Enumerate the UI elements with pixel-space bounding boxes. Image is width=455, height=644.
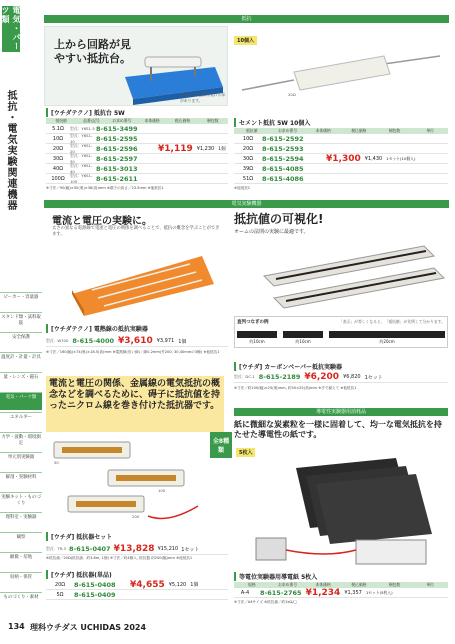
col-header: 単位 xyxy=(426,582,434,587)
nav-item[interactable]: 単元別実験器 xyxy=(0,452,42,461)
table-row: 10Ω 型式：Y6S1-10 8-615-2595 xyxy=(46,134,228,144)
col-header: 抵抗値 xyxy=(246,128,258,133)
nav-item[interactable]: 観察 xyxy=(0,532,42,541)
headline-carbon: 抵抗値の可視化! xyxy=(234,212,324,226)
col-header: 税込価格 xyxy=(174,118,191,123)
conductive-paper-illustration xyxy=(236,458,446,568)
page-number: 134 xyxy=(8,622,25,631)
headline-wire: 電流と電圧の実験に。 xyxy=(52,216,152,227)
nav-item[interactable]: スタンド類・試料取扱 xyxy=(0,312,42,326)
sidebar-category-tab: 電気・パーツ類 xyxy=(1,6,21,51)
price: ¥1,119 xyxy=(158,143,193,154)
nav-item[interactable]: 量・レンズ・磁石 xyxy=(0,372,42,381)
price: ¥4,655 xyxy=(130,579,165,590)
cement-table xyxy=(234,134,448,184)
nav-item[interactable]: 顕微・培地 xyxy=(0,552,42,561)
table-row: 39Ω 8-615-4085 xyxy=(234,164,448,174)
col-header: 税込価格 xyxy=(351,128,367,133)
carbon-note: ※寸法／約100(幅)×25(奥)mm, 約50×25(高)mm ※手で揃えて ※他抵抗1 xyxy=(234,386,357,390)
product-label-set: [ウチダ] 抵抗器セット xyxy=(46,532,228,541)
headline-nichrome: 電流と電圧の関係、金属線の電気抵抗の概念などを調べるために、碍子に抵抗値を持ったニクロム線を巻き付けた抵抗器です。 xyxy=(46,376,224,432)
headline-conductive: 紙に微細な炭素粒を一様に固着して、均一な電気抵抗を持たせた導電性の紙です。 xyxy=(234,420,442,439)
table-row: 100Ω 型式：Y6S1-100 8-615-2611 xyxy=(46,174,228,184)
nav-item[interactable]: エネルギー xyxy=(0,412,42,421)
conductive-row: A-4 8-615-2765 ¥1,234 ¥1,357 1セット(5枚入) xyxy=(234,588,448,598)
table-row: 20Ω 8-615-2593 xyxy=(234,144,448,154)
carbon-strip xyxy=(283,331,323,338)
table-row: 30Ω 型式：Y6S1-30 8-615-2597 xyxy=(46,154,228,164)
col-header: 税込価格 xyxy=(351,582,367,587)
col-header: 規格 xyxy=(248,582,256,587)
nav-item[interactable]: 実験キット・ものづくり xyxy=(0,492,42,506)
product-photo-cement xyxy=(234,46,448,104)
holder-table xyxy=(46,124,228,184)
col-header: お求め番号 xyxy=(278,128,297,133)
nav-item[interactable]: 安全保護 xyxy=(0,332,42,341)
col-header: お求め番号 xyxy=(112,118,132,123)
price: ¥1,300 xyxy=(326,153,361,164)
product-photo-conductive xyxy=(236,458,446,568)
table-row: 40Ω 型式：Y6S1-40 8-615-3013 xyxy=(46,164,228,174)
table-row: 20Ω 型式：Y6S1-20 8-615-2596 ¥1,119 ¥1,230 1個 xyxy=(46,144,228,154)
nav-item[interactable]: ものづくり・素材 xyxy=(0,592,42,601)
table-row: 20Ω 8-615-0408 ¥4,655 ¥5,120 1個 xyxy=(46,580,228,590)
table-row: 51Ω 8-615-4086 xyxy=(234,174,448,184)
col-header: 品番/記号 xyxy=(83,118,100,123)
col-header: 本体価格 xyxy=(144,118,160,123)
product-label-single: [ウチダ] 抵抗器(単品) xyxy=(46,570,228,579)
section-bar-conductive: 導電性実験器用消耗品 xyxy=(234,408,448,416)
col-header: 抵抗値 xyxy=(55,118,67,123)
single-table xyxy=(46,580,228,600)
product-photo-nichrome: 50 100 200 xyxy=(48,436,208,528)
price: ¥6,200 xyxy=(304,372,340,382)
headline-holder: 上から回路が見やすい抵抗台。 xyxy=(54,38,131,65)
nav-item[interactable]: 力学・波動・環境測定 xyxy=(0,432,42,446)
holder-note: ※寸法／90(幅)×50(奥)×38(高)mm ※端子の高さ／23.5mm ※他抵抗1 xyxy=(46,186,164,190)
conductive-note: ※寸法／A4サイズ ※抵抗値／約1kΩ/□ xyxy=(234,600,297,604)
cement-note: ※他抵抗1 xyxy=(234,186,251,190)
col-header: 梱包数 xyxy=(207,118,219,123)
product-label-conductive: 等電位実験器用導電紙 5枚入 xyxy=(234,572,448,581)
col-header: 単位 xyxy=(426,128,434,133)
table-row: 30Ω 8-615-2594 ¥1,300 ¥1,430 1セット(10個入) xyxy=(234,154,448,164)
product-photo-carbon xyxy=(234,236,448,310)
product-label-carbon: [ウチダ] カーボンペーパー抵抗実験器 xyxy=(234,362,448,371)
product-label-wire: [ウチダテクノ] 電熱線の抵抗実験器 xyxy=(46,324,226,333)
resistor-set-illustration xyxy=(48,436,208,528)
carbon-paper-illustration xyxy=(234,236,448,310)
col-header: 本体価格 xyxy=(315,582,331,587)
set-note: ※抵抗値／20Ω(抵抗値：約3.6m, 1個) ※寸法／約4個入, 抵抗器 約200(幅)mm ※他抵抗1 xyxy=(46,556,193,560)
wire-note: ※寸法／160(幅)×74(奥)×18.5(高)mm ※電熱線(長い線)／線0.2mm(外200, 30,40mmの3種) ※他抵抗1 xyxy=(46,350,220,354)
badge-5pcs: 5枚入 xyxy=(236,448,255,457)
carbon-strip xyxy=(329,331,445,338)
photo-note: ※抵抗器の色調は変わる事があります。 xyxy=(180,92,225,103)
set-row: 型式：TR-3 8-615-0407 ¥13,828 ¥15,210 1セット xyxy=(46,544,228,555)
diagram-label: 直列つなぎの例 xyxy=(237,320,269,325)
product-label-holder: [ウチダテクノ] 抵抗台 5W xyxy=(46,108,226,117)
price: ¥1,234 xyxy=(305,587,341,598)
circuit-diagram: 直列つなぎの例 「表示」が等しくなると、「抵抗値」が比例して分かります。 約10cm 約10cm 約20cm xyxy=(234,316,448,348)
product-label-cement: セメント抵抗 5W 10個入 xyxy=(234,118,434,127)
badge-types: 全8種類 xyxy=(210,432,232,458)
wire-desc: 太さの異なる電熱線で電流と電圧の関係を調べることで、抵抗の概念を学ぶことができます。 xyxy=(52,226,220,237)
price: ¥13,828 xyxy=(113,544,155,554)
carbon-sub: オームの法則の実験に最適です。 xyxy=(234,229,309,235)
carbon-row: 型式：DC-1 8-615-2189 ¥6,200 ¥6,820 1セット xyxy=(234,372,448,383)
section-bar-resistor: 抵抗 xyxy=(44,15,449,23)
price: ¥3,610 xyxy=(117,336,153,346)
wire-board-illustration xyxy=(52,244,224,316)
col-header: お求め番号 xyxy=(278,582,297,587)
diagram-note: 「表示」が等しくなると、「抵抗値」が比例して分かります。 xyxy=(338,319,445,324)
nav-item[interactable]: 収納・保管 xyxy=(0,572,42,581)
brand-logo: 理科ウチダス UCHIDAS 2024 xyxy=(30,623,147,632)
nav-item[interactable]: 解剖・実験材料 xyxy=(0,472,42,481)
nav-item-active[interactable]: 電気・パーツ類 xyxy=(0,392,42,410)
table-row: 10Ω 8-615-2592 xyxy=(234,134,448,144)
section-title-vertical: 抵抗・電気実験関連機器 xyxy=(5,90,16,211)
wire-row: 型式：W700 8-615-4000 ¥3,610 ¥3,971 1個 xyxy=(46,336,228,347)
badge-10pcs: 10個入 xyxy=(234,36,257,45)
nav-item[interactable]: ピーカー・容量器 xyxy=(0,292,42,301)
section-bar-experiment: 電気実験機器 xyxy=(44,200,449,208)
col-header: 梱包数 xyxy=(388,128,401,133)
nav-item[interactable]: 温度計・計量・計具 xyxy=(0,352,42,361)
nav-item[interactable]: 理科室・実験器 xyxy=(0,512,42,521)
col-header: 梱包数 xyxy=(388,582,401,587)
carbon-strip xyxy=(237,331,277,338)
product-photo-wire xyxy=(52,244,224,316)
table-row: 5Ω 8-615-0409 xyxy=(46,590,228,600)
col-header: 本体価格 xyxy=(315,128,331,133)
cement-resistor-illustration xyxy=(234,46,448,104)
table-row: 5.1Ω 型式：Y6S1-5 8-615-3499 xyxy=(46,124,228,134)
photo-label: 20Ω xyxy=(288,92,296,97)
